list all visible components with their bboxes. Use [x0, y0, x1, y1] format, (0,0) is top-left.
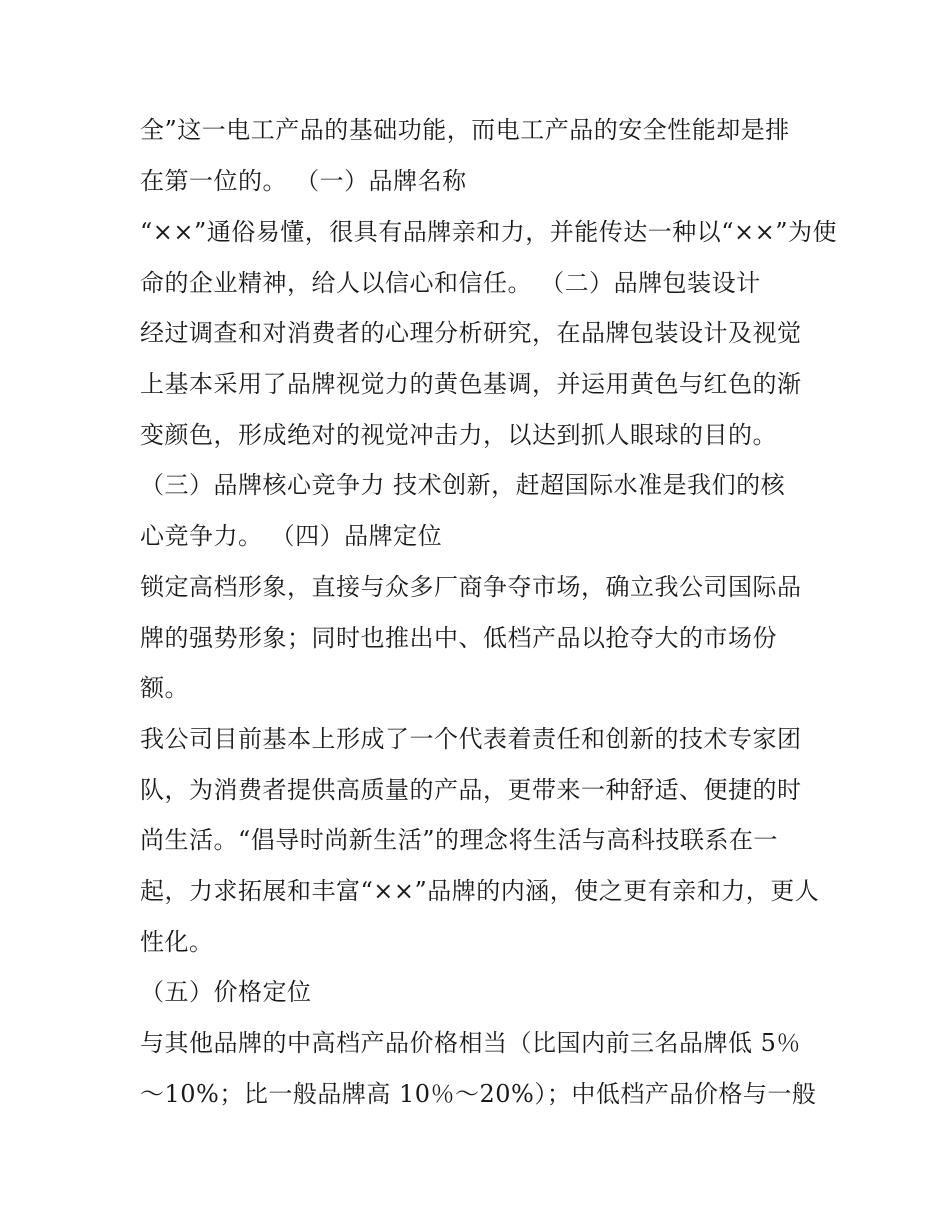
text-line: 上基本采用了品牌视觉力的黄色基调，并运用黄色与红色的渐 [140, 370, 802, 398]
text-line: 心竞争力。 （四）品牌定位 [140, 522, 443, 550]
text-line: 我公司目前基本上形成了一个代表着责任和创新的技术专家团 [140, 725, 802, 753]
text-line: 全”这一电工产品的基础功能，而电工产品的安全性能却是排 [140, 116, 790, 144]
text-line: （三）品牌核心竞争力 技术创新，赶超国际水准是我们的核 [140, 471, 786, 499]
text-line: 经过调查和对消费者的心理分析研究，在品牌包装设计及视觉 [140, 319, 802, 347]
text-line: 队，为消费者提供高质量的产品，更带来一种舒适、便捷的时 [140, 776, 802, 804]
text-line: 锁定高档形象，直接与众多厂商争夺市场，确立我公司国际品 [140, 573, 802, 601]
text-line: 命的企业精神，给人以信心和信任。 （二）品牌包装设计 [140, 269, 761, 297]
text-line: ～10%；比一般品牌高 10％～20%）；中低档产品价格与一般 [140, 1080, 817, 1108]
text-line: 与其他品牌的中高档产品价格相当（比国内前三名品牌低 5％ [140, 1029, 801, 1057]
text-line: “××”通俗易懂，很具有品牌亲和力，并能传达一种以“××”为使 [140, 218, 838, 246]
text-line: 牌的强势形象；同时也推出中、低档产品以抢夺大的市场份 [140, 624, 777, 652]
text-line: 变颜色，形成绝对的视觉冲击力，以达到抓人眼球的目的。 [140, 421, 777, 449]
text-line: 尚生活。“倡导时尚新生活”的理念将生活与高科技联系在一 [140, 826, 779, 854]
text-line: 起，力求拓展和丰富“××”品牌的内涵，使之更有亲和力，更人 [140, 877, 820, 905]
text-line: （五）价格定位 [140, 978, 312, 1006]
text-line: 性化。 [140, 928, 214, 956]
text-line: 在第一位的。 （一）品牌名称 [140, 167, 467, 195]
text-line: 额。 [140, 674, 189, 702]
